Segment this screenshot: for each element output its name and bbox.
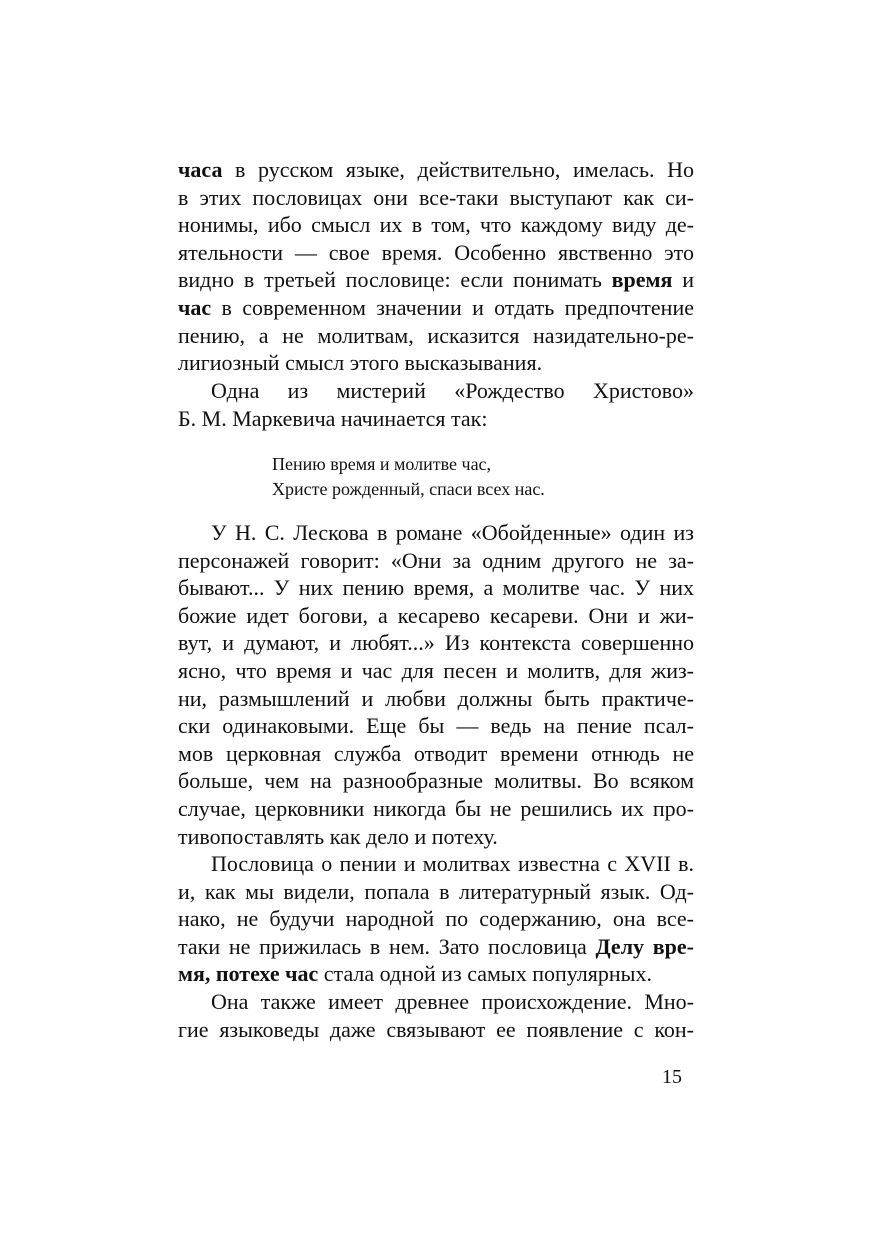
text-line (178, 823, 694, 851)
text-line (178, 405, 694, 433)
text-run: гие языковеды даже связывают ее появление с кон- (178, 1016, 694, 1042)
paragraph-4 (178, 850, 694, 988)
text-run: ни, размышлений и любви должны быть практиче- (178, 685, 694, 711)
text-run: в русском языке, действительно, имелась. Но (222, 157, 694, 182)
verse-line: Христе рожденный, спаси всех нас. (272, 479, 545, 499)
verse-line: Пению время и молитве час, (272, 454, 492, 474)
text-line (178, 740, 694, 768)
text-run: ясно, что время и час для песен и молитв, для жиз- (178, 657, 694, 683)
text-run: Пословица о пении и молитвах известна с XVII в. (211, 851, 694, 876)
text-line (178, 349, 694, 377)
text-run: видно в третьей пословице: если понимать (178, 267, 612, 293)
text-line (178, 878, 694, 906)
text-run: тивопоставлять как дело и потеху. (178, 823, 498, 849)
text-line (178, 211, 694, 239)
text-run: в современном значении и отдать предпочтение (211, 294, 694, 320)
text-line (178, 767, 694, 795)
text-run: Она также имеет древнее происхождение. Мно- (211, 989, 694, 1014)
verse-quote (272, 452, 692, 502)
text-run: больше, чем на разнообразные молитвы. Во всяком (178, 768, 694, 794)
text-line (178, 519, 694, 547)
bold-term: мя, потехе час (178, 961, 319, 987)
text-run: персонажей говорит: «Они за одним другого не за- (178, 547, 694, 573)
text-line (178, 547, 694, 575)
text-line (178, 712, 694, 740)
text-line (178, 156, 694, 184)
text-line (178, 685, 694, 713)
text-run: мов церковная служба отводит времени отнюдь не (178, 740, 694, 766)
text-line (178, 322, 694, 350)
text-line (178, 377, 694, 405)
text-line (178, 239, 694, 267)
text-run: лигиозный смысл этого высказывания. (178, 350, 543, 376)
paragraph-5 (178, 988, 694, 1043)
text-line (178, 657, 694, 685)
text-line (178, 905, 694, 933)
text-line (178, 933, 694, 961)
text-line (178, 574, 694, 602)
text-run: и, как мы видели, попала в литературный язык. Од- (178, 878, 694, 904)
text-run: Одна из мистерий «Рождество Христово» (211, 378, 694, 403)
text-run: и (672, 267, 694, 293)
bold-term: час (178, 294, 212, 320)
text-run: У Н. С. Лескова в романе «Обойденные» один из (211, 520, 694, 545)
text-line (178, 184, 694, 212)
paragraph-1 (178, 156, 694, 377)
bold-term: Делу вре- (595, 933, 694, 959)
text-run: бывают... У них пению время, а молитве час. У них (178, 575, 694, 601)
text-line (178, 602, 694, 630)
text-run: Б. М. Маркевича начинается так: (178, 405, 488, 431)
text-line (178, 960, 694, 988)
text-run: в этих пословицах они все-таки выступают как си- (178, 184, 694, 210)
text-run: божие идет богови, а кесарево кесареви. Они и жи- (178, 602, 694, 628)
text-run: случае, церковники никогда бы не решились их про- (178, 795, 694, 821)
text-run: ятельности — свое время. Особенно явственно это (178, 239, 694, 265)
text-line (178, 988, 694, 1016)
text-run: пению, а не молитвам, исказится назидательно-ре- (178, 322, 694, 348)
text-run: вут, и думают, и любят...» Из контекста совершенно (178, 630, 694, 656)
bold-term: часа (178, 157, 223, 182)
text-line (178, 629, 694, 657)
paragraph-2 (178, 377, 694, 432)
text-line (178, 266, 694, 294)
page-number: 15 (662, 1066, 682, 1088)
text-run: таки не прижилась в нем. Зато пословица (178, 933, 596, 959)
text-run: нако, не будучи народной по содержанию, она все- (178, 906, 694, 932)
text-run: ски одинаковыми. Еще бы — ведь на пение псал- (178, 713, 694, 739)
text-line (178, 795, 694, 823)
paragraph-3 (178, 519, 694, 850)
text-line (178, 1016, 694, 1044)
text-line (178, 850, 694, 878)
bold-term: время (611, 267, 673, 293)
text-run: стала одной из самых популярных. (318, 961, 652, 987)
text-run: нонимы, ибо смысл их в том, что каждому виду де- (178, 212, 694, 238)
text-line (178, 294, 694, 322)
